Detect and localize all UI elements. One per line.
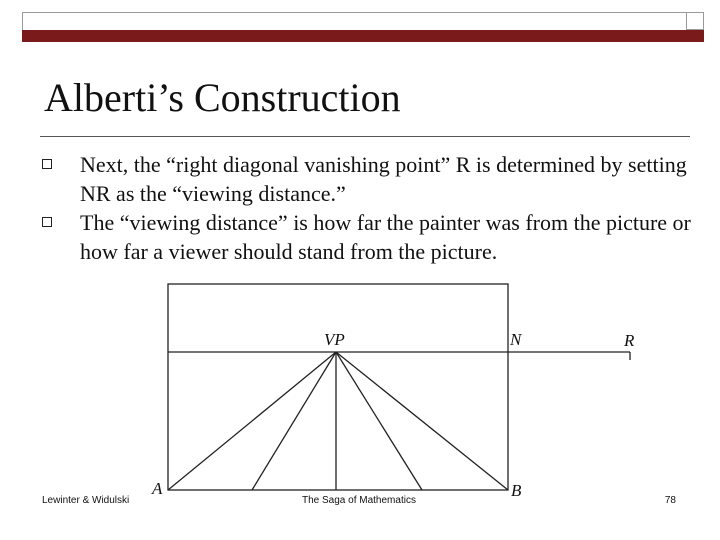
label-a: A xyxy=(152,479,163,498)
footer-authors: Lewinter & Widulski xyxy=(42,495,130,506)
bullet-text: The “viewing distance” is how far the painter was from the picture or how far a viewer should stand from the picture. xyxy=(80,210,691,264)
orthogonal-line xyxy=(336,352,422,490)
label-b: B xyxy=(511,481,522,500)
picture-frame xyxy=(168,284,508,490)
orthogonal-line xyxy=(168,352,336,490)
slide-title: Alberti’s Construction xyxy=(44,75,401,120)
slide-number: 78 xyxy=(664,495,676,506)
label-n: N xyxy=(510,330,522,349)
bullet-text: Next, the “right diagonal vanishing point” R is determined by setting NR as the “viewing distance.” xyxy=(80,152,687,206)
orthogonal-line xyxy=(336,352,508,490)
footer-course-title: The Saga of Mathematics xyxy=(302,495,416,506)
orthogonal-line xyxy=(252,352,336,490)
label-vp: VP xyxy=(324,330,345,349)
label-r: R xyxy=(624,331,635,350)
